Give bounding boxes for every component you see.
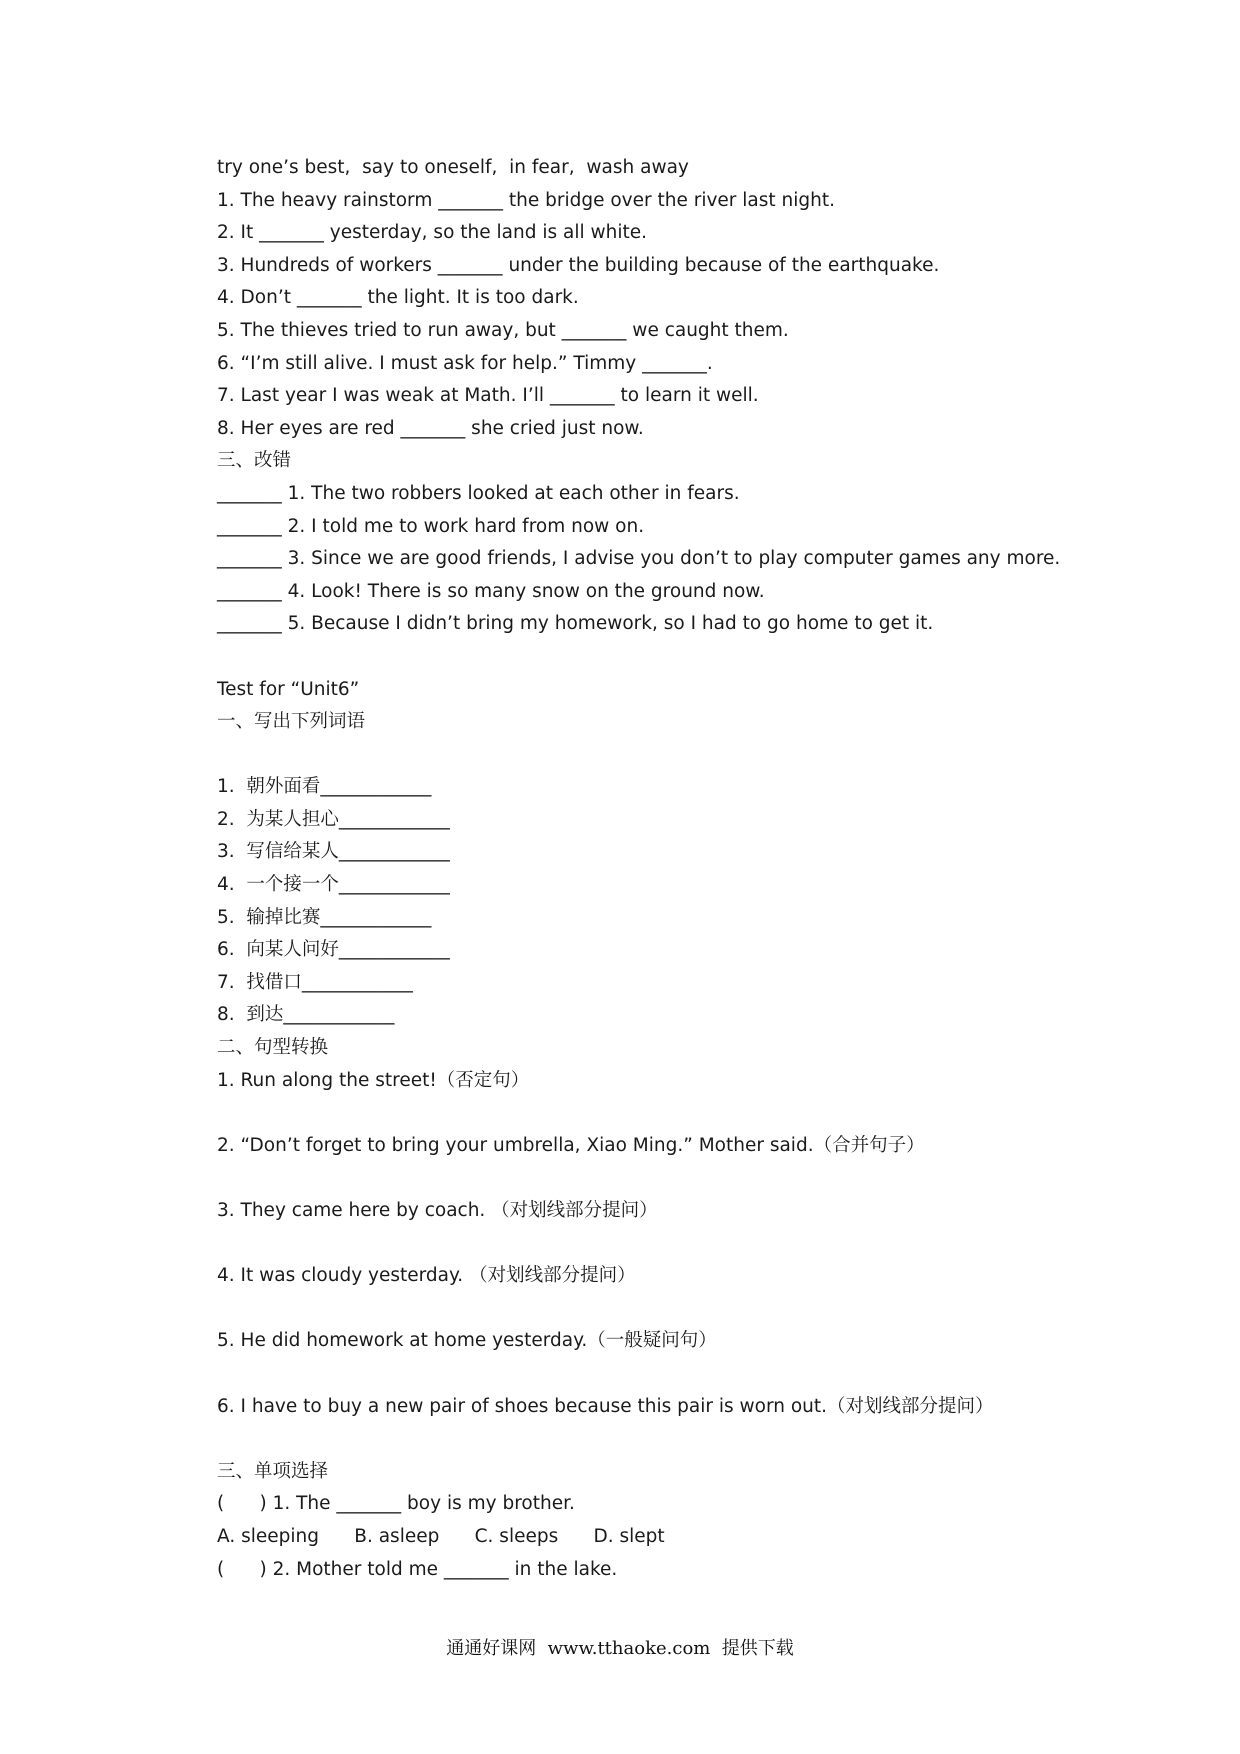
- spacer: [217, 641, 1177, 674]
- fill-item: 6. “I’m still alive. I must ask for help.” Timmy _______.: [217, 352, 713, 374]
- vocab-item: 2. 为某人担心____________: [217, 808, 450, 830]
- vocab-item: 4. 一个接一个____________: [217, 874, 450, 896]
- choice-question: ( ) 2. Mother told me _______ in the lake.: [217, 1558, 618, 1580]
- correction-heading: 三、改错: [217, 450, 292, 472]
- answer-space: [217, 1423, 1177, 1456]
- phrase-bank: try one’s best, say to oneself, in fear, wash away: [217, 157, 689, 178]
- page-content: [217, 152, 1177, 1586]
- transform-item: 4. It was cloudy yesterday. （对划线部分提问）: [217, 1265, 636, 1287]
- spacer: [217, 739, 1177, 772]
- answer-space: [217, 1097, 1177, 1130]
- correction-item: _______ 1. The two robbers looked at each other in fears.: [217, 482, 740, 504]
- choice-options: A. sleeping B. asleep C. sleeps D. slept: [217, 1525, 665, 1547]
- fill-item: 4. Don’t _______ the light. It is too dark.: [217, 287, 579, 309]
- vocab-item: 1. 朝外面看____________: [217, 776, 432, 798]
- fill-item: 5. The thieves tried to run away, but _______ we caught them.: [217, 319, 789, 341]
- fill-item: 2. It _______ yesterday, so the land is all white.: [217, 222, 647, 244]
- correction-item: _______ 4. Look! There is so many snow on the ground now.: [217, 580, 765, 602]
- fill-item: 7. Last year I was weak at Math. I’ll _______ to learn it well.: [217, 385, 759, 407]
- transform-exercise: [217, 1065, 1177, 1456]
- vocab-item: 6. 向某人问好____________: [217, 939, 450, 961]
- fill-item: 1. The heavy rainstorm _______ the bridge over the river last night.: [217, 189, 836, 211]
- vocab-item: 3. 写信给某人____________: [217, 841, 450, 863]
- correction-item: _______ 5. Because I didn’t bring my homework, so I had to go home to get it.: [217, 613, 934, 635]
- transform-item: 3. They came here by coach. （对划线部分提问）: [217, 1200, 658, 1221]
- correction-exercise: [217, 478, 1177, 641]
- answer-space: [217, 1293, 1177, 1326]
- answer-space: [217, 1162, 1177, 1195]
- fill-item: 3. Hundreds of workers _______ under the building because of the earthquake.: [217, 254, 940, 276]
- fill-item: 8. Her eyes are red _______ she cried just now.: [217, 417, 644, 439]
- transform-item: 1. Run along the street!（否定句）: [217, 1069, 530, 1091]
- choice-question: ( ) 1. The _______ boy is my brother.: [217, 1493, 575, 1515]
- test-title: Test for “Unit6”: [217, 678, 360, 700]
- transform-item: 2. “Don’t forget to bring your umbrella, Xiao Ming.” Mother said.（合并句子）: [217, 1134, 925, 1156]
- vocab-exercise: [217, 771, 1177, 1032]
- answer-space: [217, 1228, 1177, 1261]
- vocab-item: 8. 到达____________: [217, 1004, 395, 1026]
- transform-item: 5. He did homework at home yesterday.（一般疑问句）: [217, 1330, 717, 1352]
- choice-heading: 三、单项选择: [217, 1460, 329, 1482]
- transform-heading: 二、句型转换: [217, 1037, 329, 1059]
- vocab-heading: 一、写出下列词语: [217, 711, 366, 733]
- page-footer: 通通好课网 www.tthaoke.com 提供下载: [446, 1638, 794, 1659]
- vocab-item: 5. 输掉比赛____________: [217, 906, 432, 928]
- fill-in-exercise: [217, 185, 1177, 446]
- correction-item: _______ 2. I told me to work hard from now on.: [217, 515, 645, 537]
- choice-exercise: [217, 1488, 1177, 1586]
- transform-item: 6. I have to buy a new pair of shoes because this pair is worn out.（对划线部分提问）: [217, 1395, 994, 1417]
- answer-space: [217, 1358, 1177, 1391]
- correction-item: _______ 3. Since we are good friends, I advise you don’t to play computer games any more.: [217, 548, 1061, 570]
- vocab-item: 7. 找借口____________: [217, 971, 413, 993]
